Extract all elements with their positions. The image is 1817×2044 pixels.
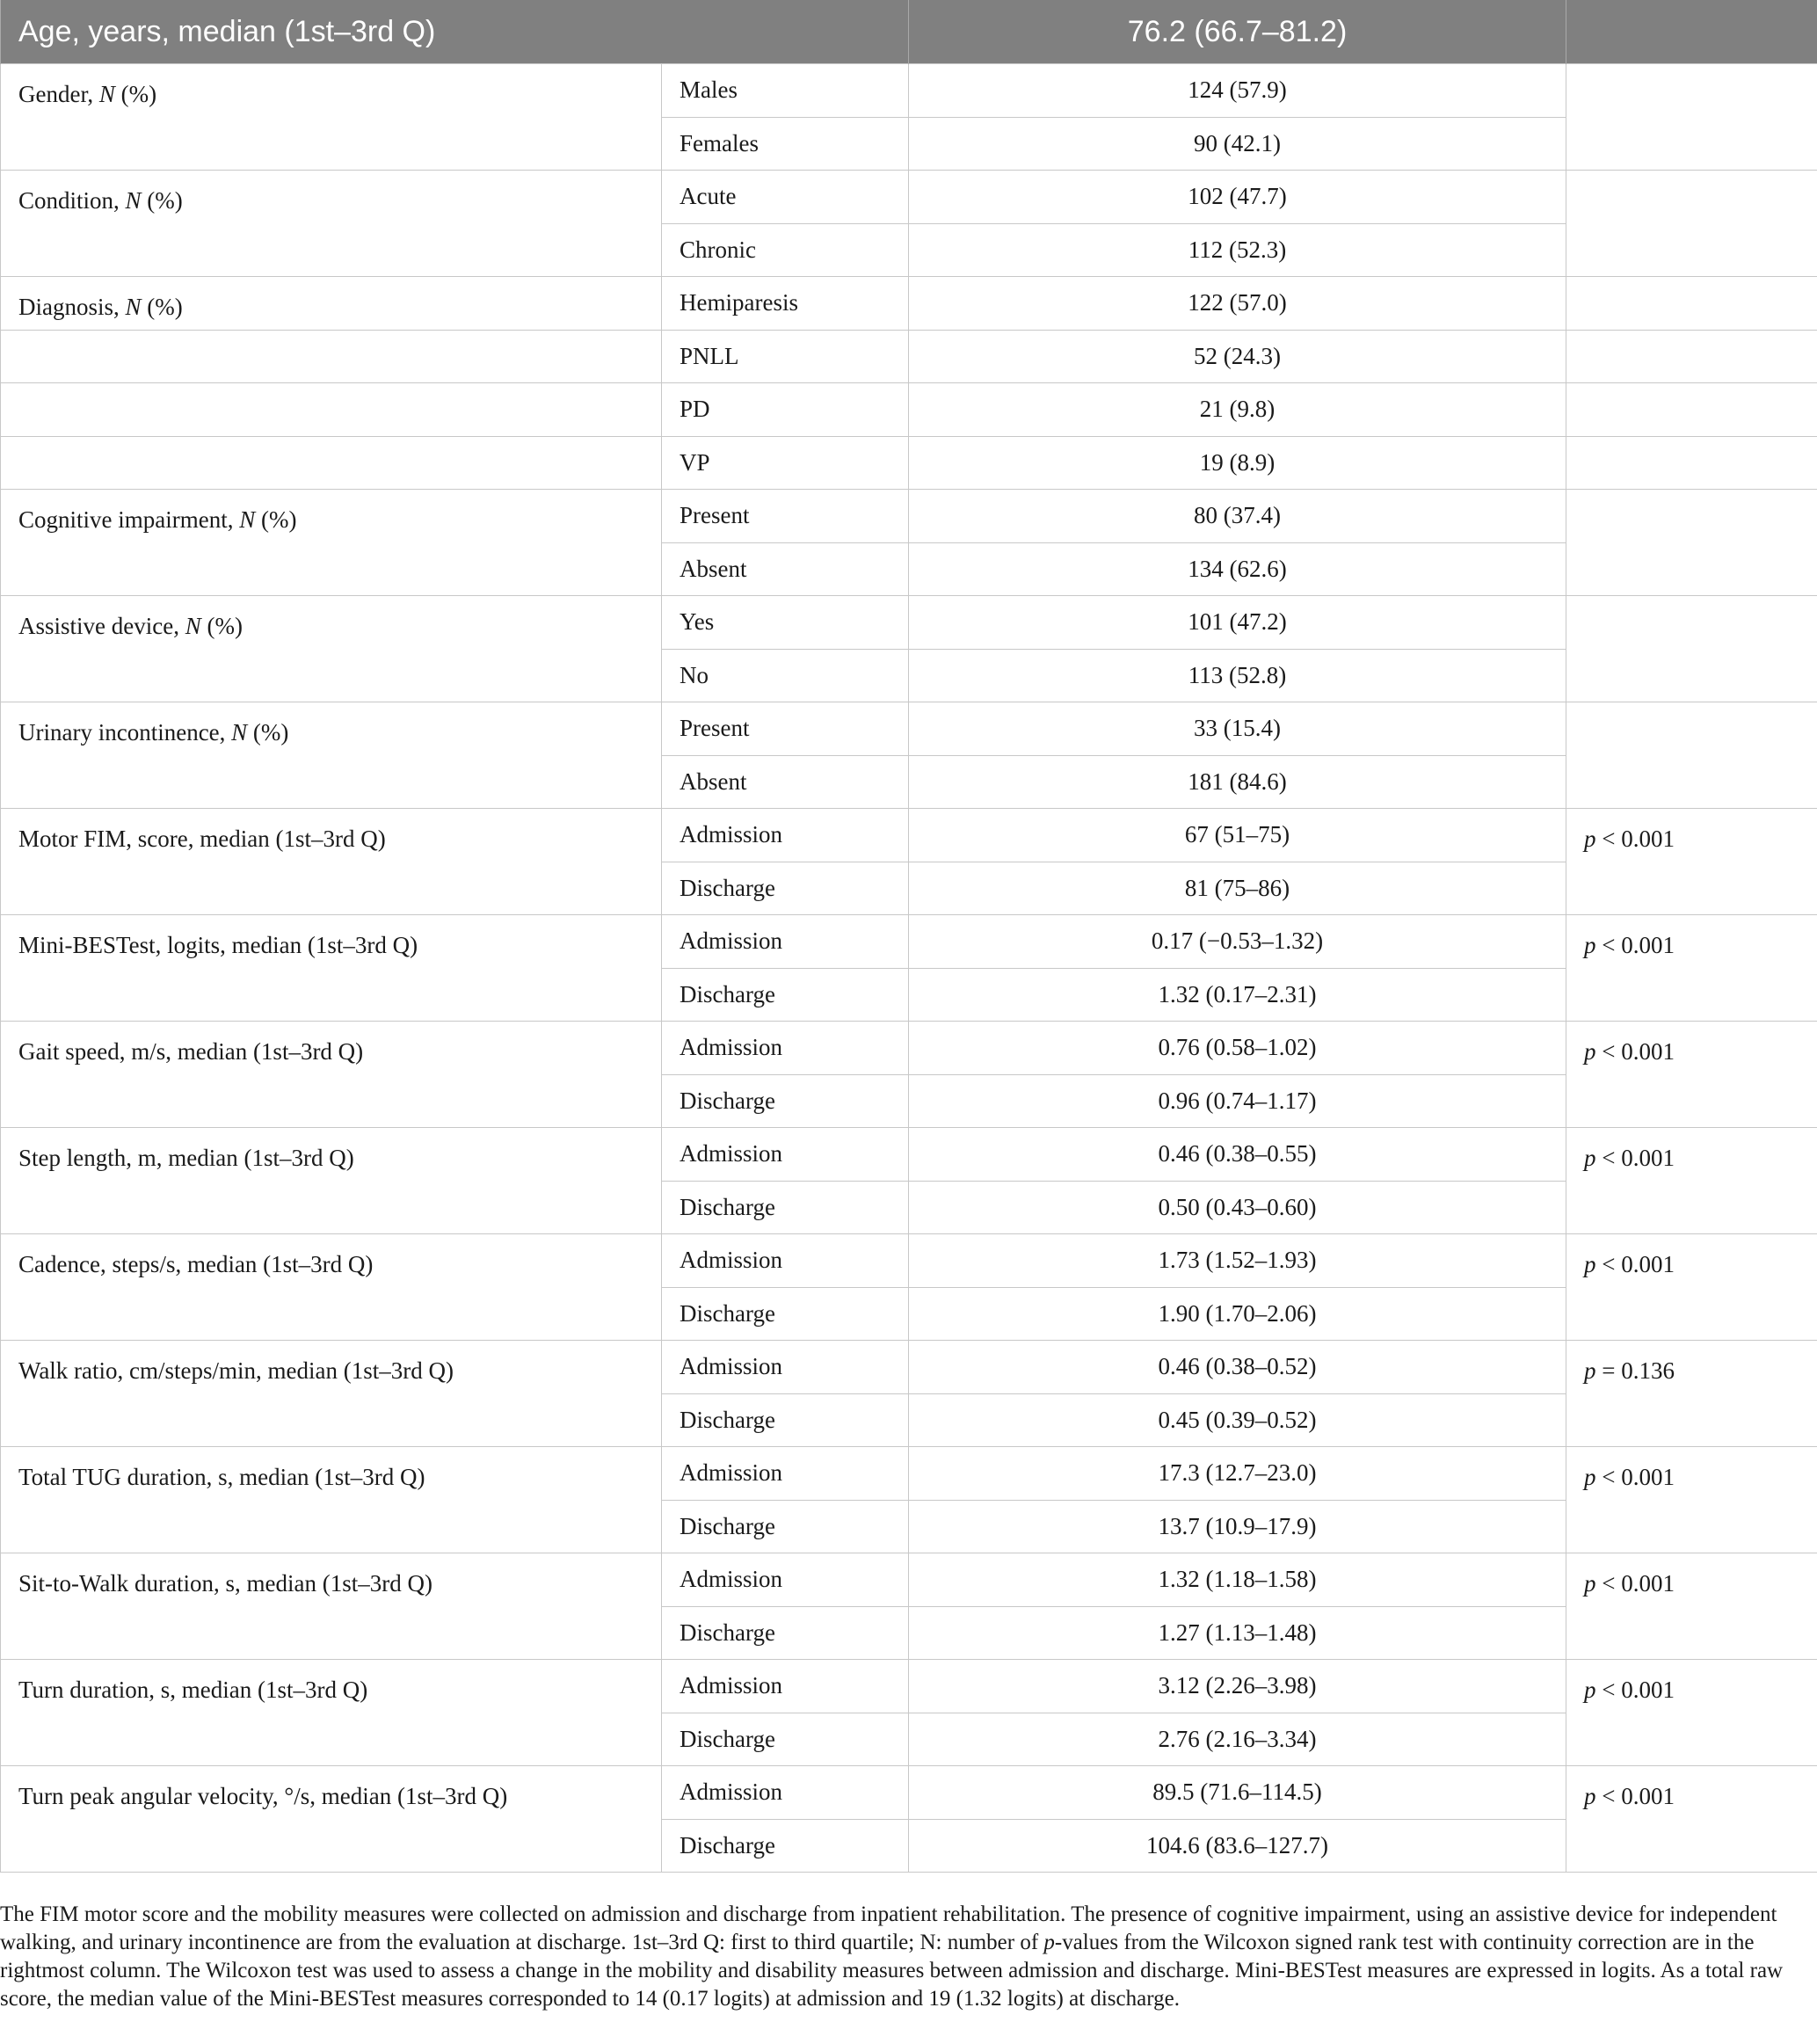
row-label-text: Motor FIM, score, median (1st–3rd Q) — [18, 826, 386, 852]
row-sublabel: Acute — [662, 171, 909, 224]
table-row — [1, 171, 1817, 224]
row-pvalue — [1566, 1447, 1817, 1553]
row-pvalue — [1566, 1766, 1817, 1873]
row-value: 81 (75–86) — [909, 862, 1566, 915]
header-empty-cell — [1566, 0, 1817, 64]
pvalue-italic: p — [1584, 1145, 1596, 1171]
row-value: 102 (47.7) — [909, 171, 1566, 224]
row-sublabel: Discharge — [662, 1500, 909, 1553]
row-value: 0.46 (0.38–0.55) — [909, 1128, 1566, 1182]
row-pvalue — [1566, 809, 1817, 915]
footnote-text-1: The FIM motor score and the mobility measures were collected on admission and discharge from inpatient rehabilitation. The presence of cognitive impairment, using an assistive device for independent walking, and urinary incontinence are from the evaluation at discharge. 1st–3rd Q: first to third quartile; N: number of — [0, 1902, 1777, 1954]
row-pvalue — [1566, 277, 1817, 331]
pvalue-italic: p — [1584, 1464, 1596, 1490]
table-row — [1, 1022, 1817, 1075]
row-value: 80 (37.4) — [909, 490, 1566, 543]
row-value: 122 (57.0) — [909, 277, 1566, 331]
row-label-suffix: (%) — [141, 294, 183, 320]
table-row — [1, 383, 1817, 437]
row-pvalue — [1566, 330, 1817, 383]
row-sublabel: Discharge — [662, 1713, 909, 1766]
row-label-text: Urinary incontinence, — [18, 719, 232, 746]
row-label-text: Turn peak angular velocity, °/s, median (1st–3rd Q) — [18, 1783, 508, 1809]
pvalue-text: < 0.001 — [1595, 1145, 1675, 1171]
table-row — [1, 436, 1817, 490]
row-label — [1, 277, 662, 331]
row-sublabel: Discharge — [662, 1819, 909, 1873]
row-value: 124 (57.9) — [909, 64, 1566, 118]
footnote-italic-p: p — [1043, 1931, 1055, 1954]
table-row — [1, 809, 1817, 862]
row-value: 0.96 (0.74–1.17) — [909, 1074, 1566, 1128]
table-row — [1, 330, 1817, 383]
row-label — [1, 1022, 662, 1128]
row-value: 134 (62.6) — [909, 542, 1566, 596]
table-row — [1, 915, 1817, 969]
row-pvalue — [1566, 171, 1817, 277]
row-sublabel: Admission — [662, 1766, 909, 1820]
row-label-italic: N — [239, 506, 256, 533]
row-pvalue — [1566, 596, 1817, 702]
row-label — [1, 436, 662, 490]
row-label-suffix: (%) — [141, 187, 183, 214]
row-value: 1.73 (1.52–1.93) — [909, 1234, 1566, 1288]
row-label-text: Step length, m, median (1st–3rd Q) — [18, 1145, 354, 1171]
row-value: 112 (52.3) — [909, 223, 1566, 277]
row-value: 17.3 (12.7–23.0) — [909, 1447, 1566, 1501]
table-row — [1, 64, 1817, 118]
pvalue-italic: p — [1584, 1357, 1596, 1384]
row-label — [1, 809, 662, 915]
row-sublabel: Admission — [662, 1234, 909, 1288]
row-sublabel: Discharge — [662, 968, 909, 1022]
row-label-text: Gender, — [18, 81, 99, 107]
row-label-text: Sit-to-Walk duration, s, median (1st–3rd Q) — [18, 1570, 432, 1597]
pvalue-italic: p — [1584, 1251, 1596, 1277]
pvalue-italic: p — [1584, 1038, 1596, 1065]
table-row — [1, 490, 1817, 543]
row-label-text: Gait speed, m/s, median (1st–3rd Q) — [18, 1038, 364, 1065]
row-value: 0.17 (−0.53–1.32) — [909, 915, 1566, 969]
table-row — [1, 1128, 1817, 1182]
row-value: 52 (24.3) — [909, 330, 1566, 383]
row-label — [1, 490, 662, 596]
header-age-label: Age, years, median (1st–3rd Q) — [1, 0, 909, 64]
row-label — [1, 915, 662, 1022]
pvalue-text: < 0.001 — [1595, 1570, 1675, 1597]
row-value: 104.6 (83.6–127.7) — [909, 1819, 1566, 1873]
row-label-text: Condition, — [18, 187, 126, 214]
row-value: 2.76 (2.16–3.34) — [909, 1713, 1566, 1766]
row-label — [1, 596, 662, 702]
row-sublabel: Discharge — [662, 1181, 909, 1234]
table-row — [1, 1660, 1817, 1713]
row-sublabel: PD — [662, 383, 909, 437]
row-sublabel: Admission — [662, 915, 909, 969]
row-sublabel: Discharge — [662, 1287, 909, 1341]
row-label-suffix: (%) — [114, 81, 157, 107]
pvalue-italic: p — [1584, 932, 1596, 958]
row-pvalue — [1566, 1128, 1817, 1234]
row-label-text: Assistive device, — [18, 613, 185, 639]
table-row — [1, 596, 1817, 650]
row-sublabel: Hemiparesis — [662, 277, 909, 331]
row-pvalue — [1566, 436, 1817, 490]
pvalue-text: < 0.001 — [1595, 1464, 1675, 1490]
row-label-suffix: (%) — [255, 506, 297, 533]
row-label-italic: N — [231, 719, 248, 746]
row-label-italic: N — [185, 613, 201, 639]
row-sublabel: Absent — [662, 755, 909, 809]
row-sublabel: VP — [662, 436, 909, 490]
pvalue-text: < 0.001 — [1595, 826, 1675, 852]
row-sublabel: Admission — [662, 1447, 909, 1501]
table-row — [1, 1341, 1817, 1394]
row-sublabel: Females — [662, 117, 909, 171]
row-sublabel: Present — [662, 490, 909, 543]
row-value: 3.12 (2.26–3.98) — [909, 1660, 1566, 1713]
row-value: 67 (51–75) — [909, 809, 1566, 862]
row-sublabel: Yes — [662, 596, 909, 650]
row-sublabel: Discharge — [662, 1606, 909, 1660]
row-sublabel: Discharge — [662, 1393, 909, 1447]
table-header-row — [1, 0, 1817, 64]
row-value: 89.5 (71.6–114.5) — [909, 1766, 1566, 1820]
row-sublabel: Admission — [662, 1660, 909, 1713]
row-label — [1, 702, 662, 809]
row-sublabel: Admission — [662, 809, 909, 862]
row-sublabel: Present — [662, 702, 909, 756]
row-pvalue — [1566, 1234, 1817, 1341]
pvalue-text: < 0.001 — [1595, 1038, 1675, 1065]
row-sublabel: Admission — [662, 1341, 909, 1394]
row-sublabel: Discharge — [662, 862, 909, 915]
pvalue-italic: p — [1584, 826, 1596, 852]
pvalue-text: < 0.001 — [1595, 1677, 1675, 1703]
row-pvalue — [1566, 64, 1817, 171]
row-value: 113 (52.8) — [909, 649, 1566, 702]
row-sublabel: Males — [662, 64, 909, 118]
table-row — [1, 1766, 1817, 1820]
row-label-text: Cadence, steps/s, median (1st–3rd Q) — [18, 1251, 374, 1277]
table-row — [1, 1447, 1817, 1501]
row-label-text: Total TUG duration, s, median (1st–3rd Q) — [18, 1464, 425, 1490]
row-pvalue — [1566, 1341, 1817, 1447]
pvalue-text: = 0.136 — [1595, 1357, 1675, 1384]
row-value: 21 (9.8) — [909, 383, 1566, 437]
pvalue-italic: p — [1584, 1783, 1596, 1809]
row-label-italic: N — [98, 81, 115, 107]
row-label-italic: N — [125, 294, 142, 320]
row-label — [1, 1128, 662, 1234]
header-age-value: 76.2 (66.7–81.2) — [909, 0, 1566, 64]
table-row — [1, 277, 1817, 331]
row-label-suffix: (%) — [247, 719, 289, 746]
row-pvalue — [1566, 490, 1817, 596]
pvalue-text: < 0.001 — [1595, 1251, 1675, 1277]
row-value: 1.27 (1.13–1.48) — [909, 1606, 1566, 1660]
row-value: 0.46 (0.38–0.52) — [909, 1341, 1566, 1394]
row-label — [1, 1553, 662, 1660]
row-sublabel: Discharge — [662, 1074, 909, 1128]
row-pvalue — [1566, 1553, 1817, 1660]
footnote-text-2: -values from the Wilcoxon signed rank test with continuity correction are in the rightmost column. The Wilcoxon test was used to assess a change in the mobility and disability measures between admission and discharge. Mini-BESTest measures are expressed in logits. As a total raw score, the median value of the Mini-BESTest measures corresponded to 14 (0.17 logits) at admission and 19 (1.32 logits) at discharge. — [0, 1931, 1784, 2011]
row-pvalue — [1566, 1022, 1817, 1128]
row-pvalue — [1566, 1660, 1817, 1766]
row-pvalue — [1566, 383, 1817, 437]
row-label — [1, 383, 662, 437]
row-sublabel: PNLL — [662, 330, 909, 383]
row-value: 90 (42.1) — [909, 117, 1566, 171]
row-label — [1, 1766, 662, 1873]
row-label — [1, 1447, 662, 1553]
row-sublabel: Admission — [662, 1128, 909, 1182]
pvalue-italic: p — [1584, 1677, 1596, 1703]
row-value: 19 (8.9) — [909, 436, 1566, 490]
row-value: 1.32 (1.18–1.58) — [909, 1553, 1566, 1607]
pvalue-italic: p — [1584, 1570, 1596, 1597]
row-value: 181 (84.6) — [909, 755, 1566, 809]
row-sublabel: No — [662, 649, 909, 702]
row-value: 0.45 (0.39–0.52) — [909, 1393, 1566, 1447]
table-row — [1, 1553, 1817, 1607]
table-row — [1, 1234, 1817, 1288]
row-label — [1, 64, 662, 171]
row-label-italic: N — [125, 187, 142, 214]
row-label-text: Cognitive impairment, — [18, 506, 240, 533]
row-value: 101 (47.2) — [909, 596, 1566, 650]
row-label — [1, 1234, 662, 1341]
table-body — [1, 64, 1817, 1873]
row-sublabel: Chronic — [662, 223, 909, 277]
row-label — [1, 171, 662, 277]
row-value: 13.7 (10.9–17.9) — [909, 1500, 1566, 1553]
row-label-text: Mini-BESTest, logits, median (1st–3rd Q) — [18, 932, 418, 958]
row-value: 33 (15.4) — [909, 702, 1566, 756]
row-value: 0.50 (0.43–0.60) — [909, 1181, 1566, 1234]
row-label-text: Walk ratio, cm/steps/min, median (1st–3rd Q) — [18, 1357, 454, 1384]
row-value: 1.32 (0.17–2.31) — [909, 968, 1566, 1022]
pvalue-text: < 0.001 — [1595, 932, 1675, 958]
table-footnote — [0, 1901, 1784, 2013]
row-value: 1.90 (1.70–2.06) — [909, 1287, 1566, 1341]
row-sublabel: Absent — [662, 542, 909, 596]
row-label-suffix: (%) — [200, 613, 243, 639]
pvalue-text: < 0.001 — [1595, 1783, 1675, 1809]
row-label — [1, 330, 662, 383]
row-sublabel: Admission — [662, 1553, 909, 1607]
row-label-text: Diagnosis, — [18, 294, 126, 320]
row-value: 0.76 (0.58–1.02) — [909, 1022, 1566, 1075]
row-sublabel: Admission — [662, 1022, 909, 1075]
row-pvalue — [1566, 702, 1817, 809]
table-row — [1, 702, 1817, 756]
row-label — [1, 1660, 662, 1766]
row-label-text: Turn duration, s, median (1st–3rd Q) — [18, 1677, 368, 1703]
row-pvalue — [1566, 915, 1817, 1022]
row-label — [1, 1341, 662, 1447]
